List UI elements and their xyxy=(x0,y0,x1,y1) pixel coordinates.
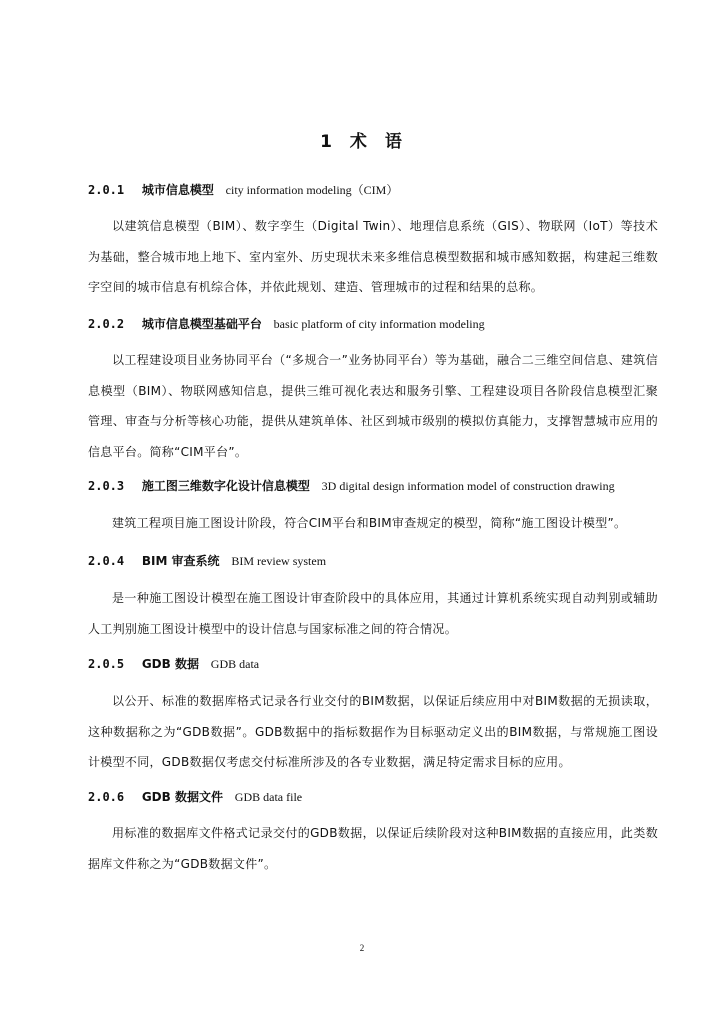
term-definition-2-0-4: 是一种施工图设计模型在施工图设计审查阶段中的具体应用，其通过计算机系统实现自动判别或辅助人工判别施工图设计模型中的设计信息与国家标准之间的符合情况。 xyxy=(88,591,658,636)
term-heading-2-0-6 xyxy=(88,789,302,805)
term-chinese-name: BIM 审查系统 xyxy=(141,554,220,568)
term-number: 2.0.2 xyxy=(88,317,125,331)
term-english-name: 3D digital design information model of construction drawing xyxy=(321,479,615,493)
term-english-name: city information modeling（CIM） xyxy=(225,183,399,197)
term-number: 2.0.6 xyxy=(88,790,125,804)
term-chinese-name: GDB 数据文件 xyxy=(141,790,223,804)
term-heading-2-0-3 xyxy=(88,478,615,494)
term-heading-2-0-2 xyxy=(88,316,485,332)
term-number: 2.0.5 xyxy=(88,657,125,671)
term-number: 2.0.4 xyxy=(88,554,125,568)
term-english-name: basic platform of city information modeling xyxy=(273,317,485,331)
term-number: 2.0.3 xyxy=(88,479,125,493)
term-definition-2-0-2: 以工程建设项目业务协同平台（“多规合一”业务协同平台）等为基础，融合二三维空间信息、建筑信息模型（BIM）、物联网感知信息，提供三维可视化表达和服务引擎、工程建设项目各阶段信息模型汇聚管理、审查与分析等核心功能，提供从建筑单体、社区到城市级别的模拟仿真能力，支撑智慧城市应用的信息平台。简称“CIM平台”。 xyxy=(88,353,658,459)
term-chinese-name: GDB 数据 xyxy=(141,657,199,671)
term-heading-2-0-5 xyxy=(88,656,259,672)
term-english-name: BIM review system xyxy=(231,554,327,568)
term-english-name: GDB data xyxy=(210,657,260,671)
term-chinese-name: 城市信息模型基础平台 xyxy=(141,317,262,331)
term-definition-2-0-5: 以公开、标准的数据库格式记录各行业交付的BIM数据，以保证后续应用中对BIM数据的无损读取，这种数据称之为“GDB数据”。GDB数据中的指标数据作为目标驱动定义出的BIM数据，与常规施工图设计模型不同，GDB数据仅考虑交付标准所涉及的各专业数据，满足特定需求目标的应用。 xyxy=(88,694,658,769)
term-definition-2-0-6: 用标准的数据库文件格式记录交付的GDB数据，以保证后续阶段对这种BIM数据的直接应用，此类数据库文件称之为“GDB数据文件”。 xyxy=(88,826,658,871)
term-heading-2-0-4 xyxy=(88,553,326,569)
term-definition-2-0-1: 以建筑信息模型（BIM）、数字孪生（Digital Twin）、地理信息系统（GIS）、物联网（IoT）等技术为基础，整合城市地上地下、室内室外、历史现状未来多维信息模型数据和城市感知数据，构建起三维数字空间的城市信息有机综合体，并依此规划、建造、管理城市的过程和结果的总称。 xyxy=(88,219,658,294)
chapter-title-part1: 术 xyxy=(349,132,369,152)
term-english-name: GDB data file xyxy=(234,790,303,804)
chapter-title-part2: 语 xyxy=(384,132,404,152)
term-chinese-name: 城市信息模型 xyxy=(141,183,214,197)
term-chinese-name: 施工图三维数字化设计信息模型 xyxy=(141,479,310,493)
page-number: 2 xyxy=(359,943,365,953)
chapter-number: 1 xyxy=(320,132,334,152)
term-heading-2-0-1 xyxy=(88,182,398,198)
term-definition-2-0-3: 建筑工程项目施工图设计阶段，符合CIM平台和BIM审查规定的模型，简称“施工图设计模型”。 xyxy=(112,516,627,530)
chapter-title xyxy=(0,127,724,152)
term-number: 2.0.1 xyxy=(88,183,125,197)
